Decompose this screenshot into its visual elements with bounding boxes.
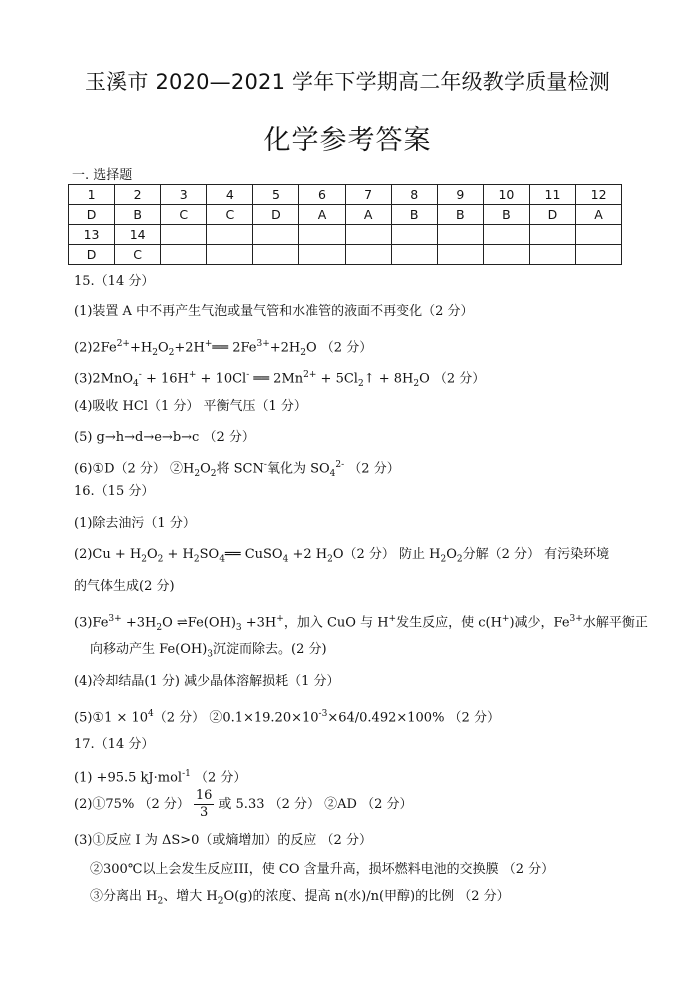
table-cell: C — [207, 205, 253, 225]
table-cell — [391, 245, 437, 265]
table-cell: 9 — [437, 185, 483, 205]
table-cell: C — [115, 245, 161, 265]
table-cell: 5 — [253, 185, 299, 205]
q17-answer-3: (3)①反应 I 为 ΔS>0（或熵增加）的反应 （2 分） — [74, 833, 372, 848]
q16-answer-5: (5)①1 × $10^4(2$ 分） $②0.1\times 19.20\times 10^{-3}\times 64/0.492\times 100\%$ （2 分） — [74, 709, 500, 726]
table-cell: D — [69, 205, 115, 225]
table-cell — [483, 225, 529, 245]
table-cell: B — [115, 205, 161, 225]
q15-answer-3: (3)2MnO$_4$- + 16H+ + 10Cl- ══ $2Mn^{2+}$ + $5Cl_2↑ + 8H_2O$ （2 分） — [74, 370, 486, 389]
q17-heading: 17.（14 分） — [74, 737, 155, 752]
q17-answer-1: (1) +95.5 kJ·mol$^{-1}$ （2 分） — [74, 769, 247, 786]
table-row — [69, 225, 622, 245]
table-cell: A — [576, 205, 622, 225]
table-cell — [483, 245, 529, 265]
table-cell: D — [529, 205, 575, 225]
table-cell — [207, 225, 253, 245]
table-cell: 13 — [69, 225, 115, 245]
table-cell: 10 — [483, 185, 529, 205]
table-cell: C — [161, 205, 207, 225]
q16-answer-2-cont: 的气体生成(2 分) — [74, 579, 175, 594]
table-cell: B — [391, 205, 437, 225]
table-row — [69, 205, 622, 225]
table-cell: B — [437, 205, 483, 225]
table-cell — [576, 225, 622, 245]
q16-answer-2: $(2)Cu + H_2O_2$ + $H_2SO_4══$ CuSO$_4$ +2 $H_2O(2$ 分） 防止 $H_2O_2$分解（2 分） 有污染环境 — [74, 547, 610, 565]
table-cell: 2 — [115, 185, 161, 205]
table-cell — [437, 225, 483, 245]
q16-answer-1: (1)除去油污（1 分） — [74, 516, 196, 531]
choice-answer-table — [68, 184, 622, 265]
q15-answer-4: (4)吸收 HCl（1 分） 平衡气压（1 分） — [74, 399, 307, 414]
table-cell — [345, 225, 391, 245]
table-cell — [299, 245, 345, 265]
table-cell: D — [253, 205, 299, 225]
table-cell: A — [299, 205, 345, 225]
q16-answer-3-cont: 向移动产生 $Fe(OH)_3$沉淀而除去。(2 分) — [90, 642, 327, 660]
table-cell: B — [483, 205, 529, 225]
table-cell — [161, 245, 207, 265]
table-cell: D — [69, 245, 115, 265]
table-cell — [299, 225, 345, 245]
q15-answer-2: $(2)2Fe^{2+}+H_2O_2+2H^+══$ $2Fe^{3+}+2H_2O$ （2 分） — [74, 339, 373, 358]
table-cell: 4 — [207, 185, 253, 205]
table-cell: 1 — [69, 185, 115, 205]
document-title: 玉溪市 2020—2021 学年下学期高二年级教学质量检测 — [84, 70, 611, 94]
table-cell — [529, 225, 575, 245]
table-cell — [253, 225, 299, 245]
q16-heading: 16.（15 分） — [74, 484, 155, 499]
table-cell: 8 — [391, 185, 437, 205]
table-cell — [207, 245, 253, 265]
table-row — [69, 185, 622, 205]
table-cell: 3 — [161, 185, 207, 205]
q15-answer-6: (6)①D（2 分） $②H_2O_2$将 SCN-氧化为 $SO_4^{2-}$ （2 分） — [74, 460, 400, 479]
q16-answer-4: (4)冷却结晶(1 分) 减少晶体溶解损耗（1 分） — [74, 674, 340, 689]
q15-heading: 15.（14 分） — [74, 274, 155, 289]
table-row — [69, 245, 622, 265]
table-cell: 6 — [299, 185, 345, 205]
q15-answer-1: (1)装置 A 中不再产生气泡或量气管和水准管的液面不再变化（2 分） — [74, 304, 474, 319]
table-cell: A — [345, 205, 391, 225]
table-cell — [253, 245, 299, 265]
table-cell — [391, 225, 437, 245]
q15-answer-5: (5) g→h→d→e→b→c （2 分） — [74, 430, 255, 445]
table-cell — [437, 245, 483, 265]
q16-answer-3: $(3)Fe^{3+} +3H_2O$ $\rightleftharpoons Fe(OH)_3 +3H^+$，加入 CuO 与 H+发生反应，使 c(H+)减少，$Fe^{3+}$水解平衡正 — [74, 614, 648, 633]
table-cell: 14 — [115, 225, 161, 245]
document-subtitle: 化学参考答案 — [263, 125, 432, 156]
fraction: $\frac{16}{3}$ — [195, 788, 213, 820]
table-cell — [576, 245, 622, 265]
table-cell: 11 — [529, 185, 575, 205]
table-cell: 7 — [345, 185, 391, 205]
table-cell — [345, 245, 391, 265]
q17-answer-3-3: ③分离出 $H_2$、增大 $H_2O(g)$的浓度、提高 n(水)/n(甲醇)的比例 （2 分） — [90, 889, 510, 907]
q17-answer-3-2: ②300℃以上会发生反应III，使 CO 含量升高，损坏燃料电池的交换膜 （2 分） — [90, 862, 555, 877]
q17-answer-2: (2)①75% （2 分） $\frac{16}{3}$ 或 5.33 （2 分） ②AD （2 分） — [74, 788, 413, 820]
table-cell — [161, 225, 207, 245]
table-cell — [529, 245, 575, 265]
table-cell: 12 — [576, 185, 622, 205]
section-heading-choice: 一. 选择题 — [72, 168, 133, 183]
